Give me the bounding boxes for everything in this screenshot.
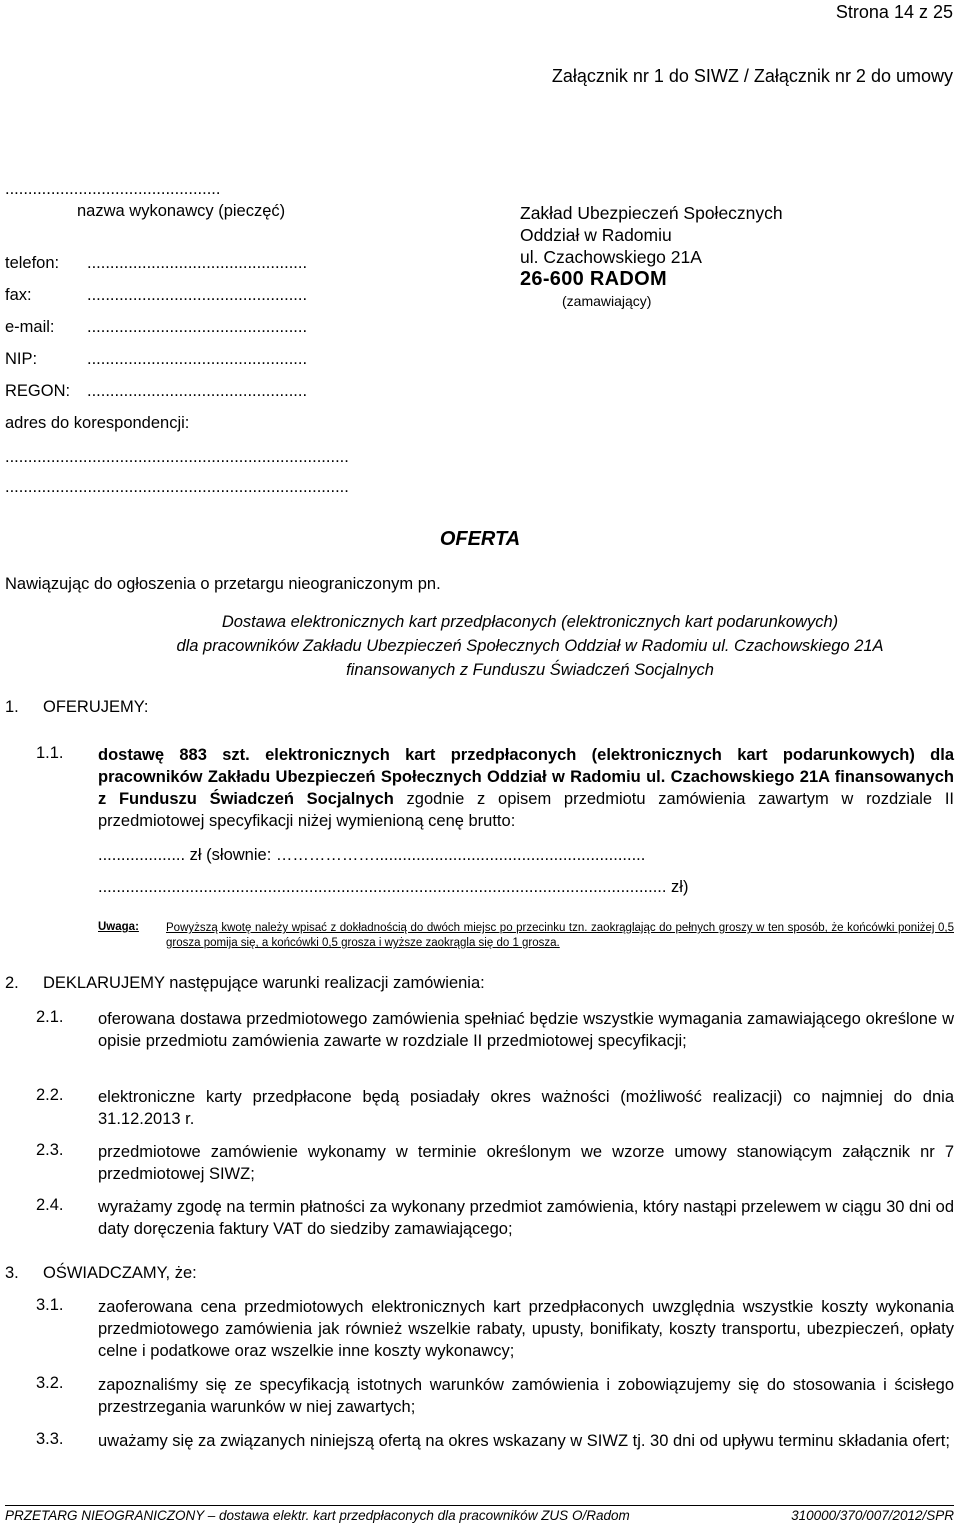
item-number: 2.1.: [36, 1008, 64, 1026]
item-3-3: [36, 1430, 954, 1474]
item-number: 2.2.: [36, 1086, 64, 1104]
recipient-city: 26-600 RADOM: [520, 268, 667, 290]
document-title: OFERTA: [439, 528, 521, 550]
item-text: oferowana dostawa przedmiotowego zamówienia spełniać będzie wszystkie wymagania zamawiającego określone w opisie przedmiotu zamówienia zawarte w rozdziale II przedmiotowej specyfikacji;: [98, 1010, 954, 1050]
field-value: ................................................: [87, 382, 308, 400]
field-value: ................................................: [87, 286, 308, 304]
item-number: 3.1.: [36, 1296, 64, 1314]
price-amount-field[interactable]: ................... zł (słownie: ………………...........................................................: [98, 846, 646, 864]
section-label: OFERUJEMY:: [43, 698, 149, 716]
section-2-heading: [5, 974, 705, 996]
item-2-3: [36, 1141, 954, 1185]
item-1-1: [36, 744, 954, 834]
item-text: zapoznaliśmy się ze specyfikacją istotnych warunków zamówienia i zobowiązujemy się do stosowania i ścisłego przestrzegania warunków w niej zawartych;: [98, 1376, 954, 1416]
address-line-1: ...........................................................................: [5, 448, 349, 466]
item-rest-text: zgodnie z opisem przedmiotu zamówienia zawartym w rozdziale II przedmiotowej specyfikacji niżej wymienioną cenę brutto:: [98, 790, 954, 830]
item-text: elektroniczne karty przedpłacone będą posiadały okres ważności (możliwość realizacji) co najmniej do dnia 31.12.2013 r.: [98, 1088, 954, 1128]
item-text: przedmiotowe zamówienie wykonamy w terminie określonym we wzorze umowy stanowiącym załącznik nr 7 przedmiotowej SIWZ;: [98, 1143, 954, 1183]
note-text: Powyższą kwotę należy wpisać z dokładnością do dwóch miejsc po przecinku tzn. zaokrąglając do pełnych groszy w ten sposób, że końcówki poniżej 0,5 grosza pomija się, a końcówki 0,5 grosza i wyższe zaokrągla się do 1 grosza.: [166, 922, 954, 949]
item-3-1: [36, 1296, 954, 1362]
item-bold-text: dostawę 883 szt. elektronicznych kart przedpłaconych (elektronicznych kart podarunkowych) dla pracowników Zakładu Ubezpieczeń Społecznych Oddział w Radomiu ul. Czachowskiego 21A finansowanych z Funduszu Świadczeń Socjalnych: [98, 746, 954, 808]
item-text: uważamy się za związanych niniejszą ofertą na okres wskazany w SIWZ tj. 30 dni od upływu terminu składania ofert;: [98, 1432, 950, 1450]
item-number: 3.3.: [36, 1430, 64, 1448]
field-label: REGON:: [5, 382, 71, 400]
field-value: ................................................: [87, 254, 308, 272]
intro-text: Nawiązując do ogłoszenia o przetargu nieograniczonym pn.: [5, 575, 441, 593]
section-3-heading: [5, 1264, 405, 1286]
field-label: e-mail:: [5, 318, 55, 336]
field-label: telefon:: [5, 254, 60, 272]
page-footer: [5, 1505, 954, 1526]
recipient-caption: (zamawiający): [562, 293, 652, 309]
field-label: fax:: [5, 286, 32, 304]
field-value: ................................................: [87, 350, 308, 368]
item-text: [98, 744, 954, 832]
item-2-2: [36, 1086, 954, 1130]
field-value: ................................................: [87, 318, 308, 336]
section-number: 3.: [5, 1264, 19, 1282]
item-text: zaoferowana cena przedmiotowych elektronicznych kart przedpłaconych uwzględnia wszystkie koszty wykonania przedmiotowego zamówienia jak również wszelkie rabaty, upusty, bonifikaty, koszty transportu, ubezpieczeń, opłaty celne i podatkowe oraz wszelkie inne koszty wykonawcy;: [98, 1298, 954, 1360]
section-number: 2.: [5, 974, 19, 992]
recipient-line-3: ul. Czachowskiego 21A: [520, 247, 702, 267]
price-words-field[interactable]: ............................................................................................................................ zł): [98, 878, 689, 896]
annex-heading: Załącznik nr 1 do SIWZ / Załącznik nr 2 do umowy: [551, 66, 953, 86]
field-label: NIP:: [5, 350, 38, 368]
item-number: 2.3.: [36, 1141, 64, 1159]
recipient-line-2: Oddział w Radomiu: [520, 225, 672, 245]
recipient-block: [520, 202, 783, 312]
address-line-2: ...........................................................................: [5, 478, 349, 496]
footer-right: 310000/370/007/2012/SPR: [791, 1508, 954, 1523]
subject-line-3: finansowanych z Funduszu Świadczeń Socjalnych: [346, 661, 714, 679]
item-number: 3.2.: [36, 1374, 64, 1392]
address-label: adres do korespondencji:: [5, 414, 190, 432]
item-3-2: [36, 1374, 954, 1418]
tender-subject: [100, 610, 960, 682]
note-label: Uwaga:: [98, 921, 139, 933]
page-number: Strona 14 z 25: [835, 2, 953, 22]
recipient-line-1: Zakład Ubezpieczeń Społecznych: [520, 203, 783, 223]
subject-line-1: Dostawa elektronicznych kart przedpłaconych (elektronicznych kart podarunkowych): [221, 613, 839, 631]
item-number: 2.4.: [36, 1196, 64, 1214]
section-number: 1.: [5, 698, 19, 716]
contractor-block: [5, 180, 425, 500]
contractor-name-caption: nazwa wykonawcy (pieczęć): [77, 202, 286, 220]
footer-left: PRZETARG NIEOGRANICZONY – dostawa elektr. kart przedpłaconych dla pracowników ZUS O/Radom: [5, 1508, 630, 1523]
price-note: [98, 921, 954, 953]
section-label: DEKLARUJEMY następujące warunki realizacji zamówienia:: [43, 974, 485, 992]
contractor-name-dots: ...............................................: [5, 180, 221, 198]
item-2-1: [36, 1008, 954, 1074]
subject-line-2: dla pracowników Zakładu Ubezpieczeń Społecznych Oddział w Radomiu ul. Czachowskiego 21A: [176, 637, 884, 655]
item-text: wyrażamy zgodę na termin płatności za wykonany przedmiot zamówienia, który nastąpi przelewem w ciągu 30 dni od daty doręczenia faktury VAT do siedziby zamawiającego;: [98, 1198, 954, 1238]
section-label: OŚWIADCZAMY, że:: [43, 1264, 197, 1282]
item-2-4: [36, 1196, 954, 1240]
section-1-heading: [5, 698, 405, 720]
item-number: 1.1.: [36, 744, 64, 762]
